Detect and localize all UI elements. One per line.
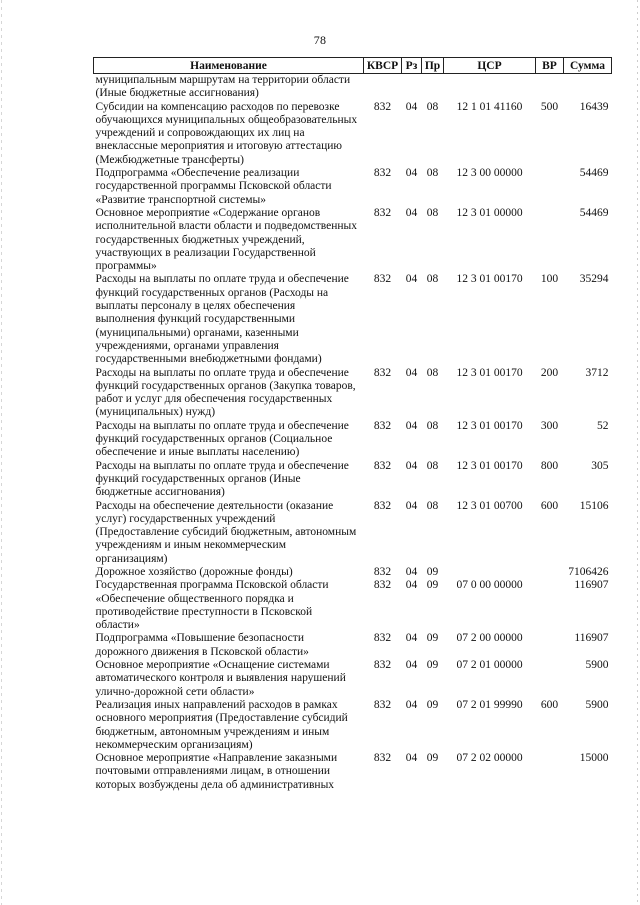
cell-csr: 12 3 01 00170: [456, 366, 523, 379]
cell-rz: 04: [405, 366, 418, 379]
cell-csr: [444, 566, 536, 579]
cell-rz: 04: [405, 459, 418, 472]
cell-rz: 04: [405, 752, 418, 765]
cell-sum: 15000: [579, 752, 609, 765]
table-row: [94, 566, 612, 579]
cell-name: Подпрограмма «Повышение безопасности дорожного движения в Псковской области»: [95, 632, 309, 658]
cell-name: Основное мероприятие «Оснащение системами автоматического контроля и выявления нарушений улично-дорожной сети области»: [95, 659, 346, 698]
cell-sum: 35294: [579, 273, 609, 286]
cell-name: Реализация иных направлений расходов в рамках основного мероприятия (Предоставление субсидий бюджетным, автономным учреждениям и иным некоммерческим организациям): [95, 698, 348, 751]
cell-csr: 07 0 00 00000: [456, 579, 523, 592]
cell-rz: 04: [405, 206, 418, 219]
cell-pr: 09: [426, 632, 439, 645]
cell-rz: 04: [405, 499, 418, 512]
header-rz: Рз: [402, 58, 422, 74]
cell-pr: 08: [426, 273, 439, 286]
cell-name: Подпрограмма «Обеспечение реализации государственной программы Псковской области «Развитие транспортной системы»: [95, 167, 332, 206]
cell-csr: 12 3 01 00170: [456, 419, 523, 432]
cell-csr: 12 3 00 00000: [456, 167, 523, 180]
cell-csr: 12 3 01 00700: [456, 499, 523, 512]
table-row: [94, 74, 612, 101]
cell-vr: [536, 207, 564, 273]
cell-sum: 54469: [579, 206, 609, 219]
cell-name: Расходы на выплаты по оплате труда и обеспечение функций государственных органов (Закупка товаров, работ и услуг для обеспечения государственных (муниципальных) нужд): [95, 366, 356, 419]
cell-pr: 08: [426, 499, 439, 512]
cell-pr: 09: [426, 579, 439, 592]
cell-pr: 08: [426, 206, 439, 219]
cell-rz: 04: [405, 579, 418, 592]
scan-edge-left: [1, 0, 2, 905]
cell-sum: 54469: [579, 167, 609, 180]
table-row: [94, 420, 612, 460]
cell-csr: 12 3 01 00170: [456, 273, 523, 286]
header-pr: Пр: [422, 58, 444, 74]
cell-pr: 09: [426, 752, 439, 765]
table-row: [94, 579, 612, 632]
cell-csr: 07 2 02 00000: [456, 752, 523, 765]
cell-pr: 08: [426, 100, 439, 113]
cell-rz: [402, 74, 422, 101]
table-row: [94, 101, 612, 167]
table-row: [94, 699, 612, 752]
table-row: [94, 632, 612, 659]
cell-vr: [536, 167, 564, 207]
budget-table: [93, 57, 612, 792]
cell-kvsr: 832: [373, 273, 392, 286]
cell-csr: 12 1 01 41160: [456, 100, 523, 113]
cell-name: Расходы на выплаты по оплате труда и обеспечение функций государственных органов (Расходы на выплаты персоналу в целях обеспечения выполнения функций государственными (муниципальными) органами, казенными учреждениями, органами управления государственными внебюджетными фондами): [95, 273, 349, 366]
cell-sum: 116907: [574, 632, 609, 645]
cell-csr: 12 3 01 00170: [456, 459, 523, 472]
cell-vr: 100: [540, 273, 559, 286]
cell-sum: 16439: [579, 100, 609, 113]
table-header-row: [94, 58, 612, 74]
cell-vr: [536, 579, 564, 632]
cell-sum: 305: [591, 459, 609, 472]
cell-name: Расходы на обеспечение деятельности (оказание услуг) государственных учреждений (Предоставление субсидий бюджетным, автономным учреждениям и иным некоммерческим организациям): [95, 499, 357, 565]
cell-vr: 200: [540, 366, 559, 379]
cell-pr: 08: [426, 419, 439, 432]
cell-rz: 04: [405, 698, 418, 711]
cell-rz: 04: [405, 419, 418, 432]
header-sum: Сумма: [564, 58, 612, 74]
cell-pr: 08: [426, 167, 439, 180]
cell-pr: 08: [426, 366, 439, 379]
cell-sum: 5900: [585, 659, 609, 672]
cell-kvsr: 832: [373, 565, 392, 578]
cell-name: Основное мероприятие «Направление заказными почтовыми отправлениями лицам, в отношении которых возбуждены дела об административных: [95, 752, 338, 791]
cell-rz: 04: [405, 632, 418, 645]
cell-vr: 800: [540, 459, 559, 472]
cell-name: Основное мероприятие «Содержание органов исполнительной власти области и подведомственных государственных бюджетных учреждений, участвующих в реализации Государственной программы»: [95, 206, 358, 273]
table-row: [94, 460, 612, 500]
cell-vr: [536, 659, 564, 699]
cell-csr: 07 2 01 99990: [456, 698, 523, 711]
cell-sum: 116907: [574, 579, 609, 592]
cell-kvsr: 832: [373, 752, 392, 765]
cell-vr: [536, 632, 564, 659]
header-csr: ЦСР: [444, 58, 536, 74]
cell-kvsr: 832: [373, 698, 392, 711]
table-row: [94, 659, 612, 699]
cell-name: Государственная программа Псковской области «Обеспечение общественного порядка и противодействие преступности в Псковской области»: [95, 579, 329, 632]
cell-pr: 09: [426, 565, 439, 578]
cell-rz: 04: [405, 273, 418, 286]
cell-sum: 3712: [585, 366, 609, 379]
cell-kvsr: [364, 74, 402, 101]
table-row: [94, 273, 612, 366]
cell-name: Субсидии на компенсацию расходов по перевозке обучающихся муниципальных общеобразовательных учреждений и сопровождающих их лиц на внеклассные мероприятия и итоговую аттестацию (Межбюджетные трансферты): [95, 100, 358, 166]
cell-vr: 500: [540, 100, 559, 113]
header-vr: ВР: [536, 58, 564, 74]
cell-csr: 12 3 01 00000: [456, 206, 523, 219]
page-number: 78: [313, 33, 327, 47]
cell-pr: 09: [426, 659, 439, 672]
cell-kvsr: 832: [373, 499, 392, 512]
cell-sum: 15106: [579, 499, 609, 512]
cell-vr: [536, 74, 564, 101]
cell-vr: [536, 752, 564, 792]
table-row: [94, 500, 612, 566]
cell-kvsr: 832: [373, 459, 392, 472]
cell-sum: 52: [597, 419, 609, 432]
cell-kvsr: 832: [373, 579, 392, 592]
cell-vr: 300: [540, 419, 559, 432]
cell-rz: 04: [405, 565, 418, 578]
cell-vr: 600: [540, 698, 559, 711]
cell-csr: 07 2 00 00000: [456, 632, 523, 645]
cell-kvsr: 832: [373, 632, 392, 645]
cell-kvsr: 832: [373, 366, 392, 379]
cell-kvsr: 832: [373, 419, 392, 432]
table-row: [94, 367, 612, 420]
cell-csr: 07 2 01 00000: [456, 659, 523, 672]
cell-sum: 7106426: [568, 565, 609, 578]
cell-kvsr: 832: [373, 100, 392, 113]
cell-kvsr: 832: [373, 167, 392, 180]
cell-pr: [422, 74, 444, 101]
header-kvsr: КВСР: [364, 58, 402, 74]
scan-edge-right: [637, 0, 638, 905]
cell-vr: [536, 566, 564, 579]
cell-rz: 04: [405, 167, 418, 180]
table-row: [94, 167, 612, 207]
cell-rz: 04: [405, 100, 418, 113]
cell-vr: 600: [540, 499, 559, 512]
cell-name: Расходы на выплаты по оплате труда и обеспечение функций государственных органов (Социальное обеспечение и иные выплаты населению): [95, 419, 349, 459]
cell-pr: 09: [426, 698, 439, 711]
table-row: [94, 207, 612, 273]
cell-kvsr: 832: [373, 206, 392, 219]
table-row: [94, 752, 612, 792]
cell-pr: 08: [426, 459, 439, 472]
cell-name: Расходы на выплаты по оплате труда и обеспечение функций государственных органов (Иные бюджетные ассигнования): [95, 459, 349, 499]
cell-sum: 5900: [585, 698, 609, 711]
cell-name: муниципальным маршрутам на территории области (Иные бюджетные ассигнования): [95, 74, 351, 100]
table-body: [94, 74, 612, 793]
header-name: Наименование: [94, 58, 364, 74]
cell-sum: [564, 74, 612, 101]
cell-rz: 04: [405, 659, 418, 672]
cell-csr: [444, 74, 536, 101]
cell-name: Дорожное хозяйство (дорожные фонды): [95, 565, 293, 578]
cell-kvsr: 832: [373, 659, 392, 672]
